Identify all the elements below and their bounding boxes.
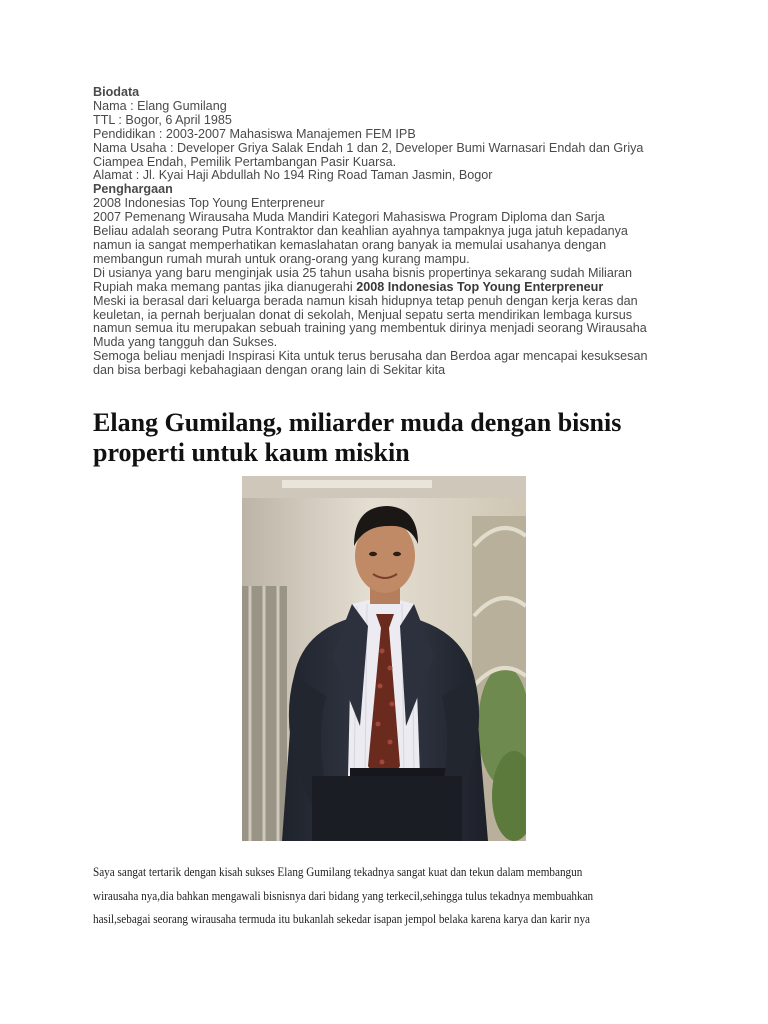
story-paragraph	[93, 860, 600, 931]
award-2008: 2008 Indonesias Top Young Enterpreneur	[93, 196, 325, 211]
award-2007: 2007 Pemenang Wirausaha Muda Mandiri Kategori Mahasiswa Program Diploma dan Sarja	[93, 210, 605, 225]
bio-text-line-3: membangun rumah murah untuk orang-orang yang kurang mampu.	[93, 251, 470, 266]
bio-text-line-11: dan bisa berbagi kebahagiaan dengan orang lain di Sekitar kita	[93, 363, 446, 378]
story-line-1: Saya sangat tertarik dengan kisah sukses Elang Gumilang tekadnya sangat kuat dan tekun dalam membangun	[93, 864, 583, 879]
bio-text-line-5	[93, 281, 693, 295]
headline-line-1: Elang Gumilang, miliarder muda dengan bisnis	[93, 408, 622, 437]
bio-text-line-5-highlight: 2008 Indonesias Top Young Enterpreneur	[356, 279, 604, 294]
bio-text-line-10: Semoga beliau menjadi Inspirasi Kita untuk terus berusaha dan Berdoa agar mencapai kesuksesan	[93, 349, 648, 364]
article-headline	[93, 408, 693, 468]
portrait-photo	[242, 476, 526, 841]
bio-text-line-1: Beliau adalah seorang Putra Kontraktor dan keahlian ayahnya tampaknya juga jatuh kepadanya	[93, 224, 628, 239]
bio-text-line-7: keuletan, ia pernah berjualan donat di sekolah, Menjual sepatu serta mendirikan lembaga kursus	[93, 307, 633, 322]
biodata-heading: Biodata	[93, 85, 140, 99]
story-line-3: hasil,sebagai seorang wirausaha termuda itu bukanlah sekedar isapan jempol belaka karena karya dan karir nya	[93, 911, 590, 926]
bio-text-line-4: Di usianya yang baru menginjak usia 25 tahun usaha bisnis propertinya sekarang sudah Miliaran	[93, 265, 633, 280]
biodata-ttl: TTL : Bogor, 6 April 1985	[93, 112, 232, 127]
portrait-illustration	[242, 476, 526, 841]
penghargaan-heading: Penghargaan	[93, 182, 173, 197]
bio-text-line-6: Meski ia berasal dari keluarga berada namun kisah hidupnya tetap penuh dengan kerja keras dan	[93, 293, 638, 308]
biodata-section	[93, 86, 693, 378]
bio-text-line-5-regular: Rupiah maka memang pantas jika dianugerahi	[93, 279, 357, 294]
bio-text-line-8: namun semua itu merupakan sebuah training yang membentuk dirinya menjadi seorang Wirausaha	[93, 321, 647, 336]
biodata-usaha-line-1: Nama Usaha : Developer Griya Salak Endah 1 dan 2, Developer Bumi Warnasari Endah dan Griya	[93, 140, 644, 155]
story-line-2: wirausaha nya,dia bahkan mengawali bisnisnya dari bidang yang terkecil,sehingga tulus tekadnya membuahkan	[93, 887, 594, 903]
biodata-pendidikan: Pendidikan : 2003-2007 Mahasiswa Manajemen FEM IPB	[93, 126, 416, 141]
bio-text-line-2: namun ia sangat memperhatikan kemaslahatan orang banyak ia memulai usahanya dengan	[93, 237, 607, 252]
headline-line-2: properti untuk kaum miskin	[93, 438, 410, 467]
bio-text-line-9: Muda yang tangguh dan Sukses.	[93, 335, 278, 350]
biodata-nama: Nama : Elang Gumilang	[93, 98, 227, 113]
biodata-usaha-line-2: Ciampea Endah, Pemilik Pertambangan Pasir Kuarsa.	[93, 154, 397, 169]
biodata-alamat: Alamat : Jl. Kyai Haji Abdullah No 194 Ring Road Taman Jasmin, Bogor	[93, 168, 493, 183]
